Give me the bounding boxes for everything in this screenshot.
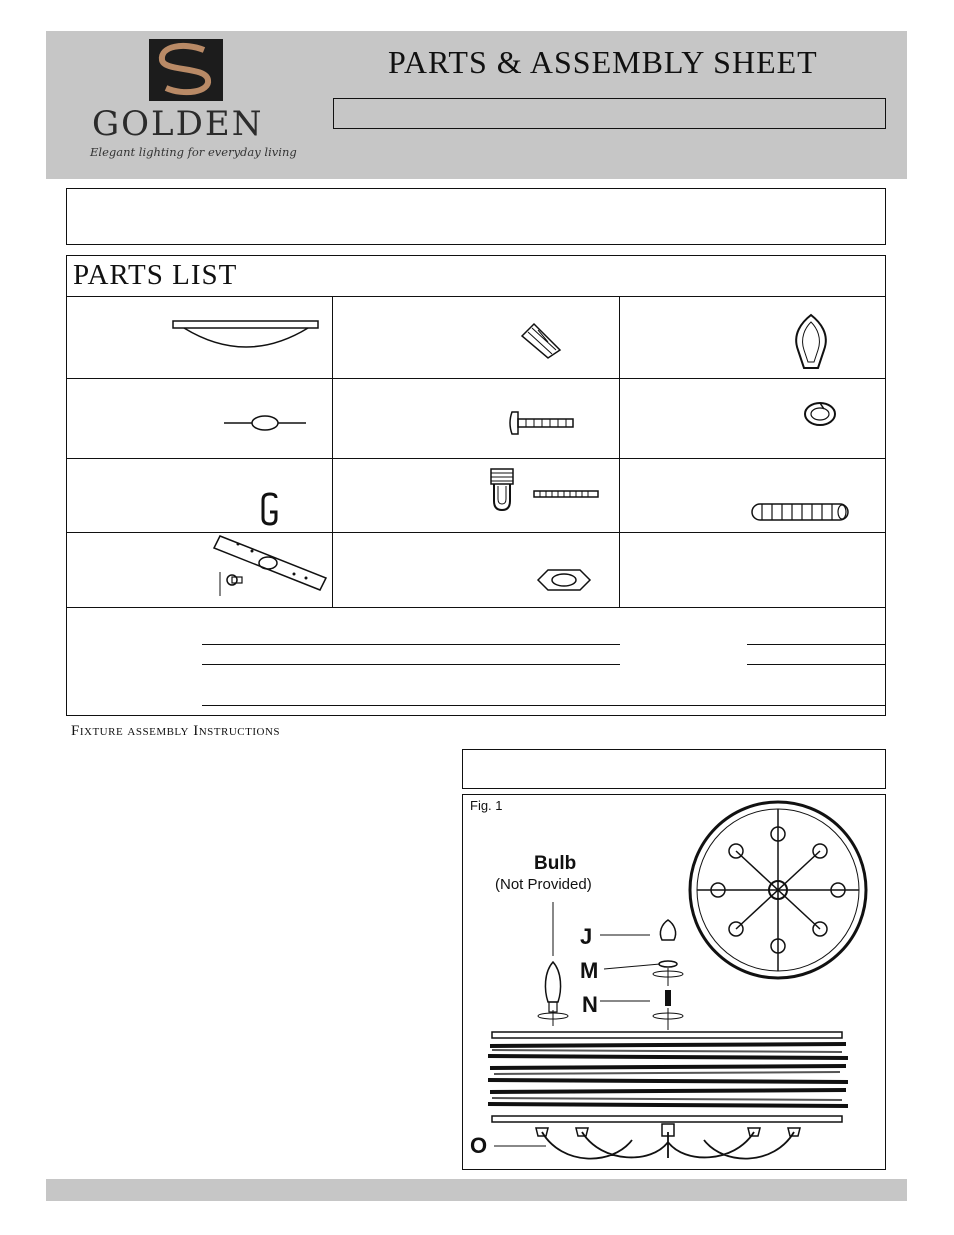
- parts-col-divider: [332, 296, 333, 608]
- chain-loop-icon: [222, 412, 308, 434]
- parts-row-divider: [66, 607, 886, 608]
- parts-list-heading: PARTS LIST: [73, 259, 238, 291]
- logo-wordmark: GOLDEN: [92, 104, 264, 144]
- figure-label: Fig. 1: [470, 798, 503, 813]
- wire-nut-icon: [518, 320, 564, 360]
- blank-line: [202, 644, 620, 645]
- callout-n: N: [582, 992, 598, 1017]
- candle-bulb-icon: [538, 962, 568, 1026]
- bobeche-cup-icon: [788, 312, 834, 374]
- parts-row-divider: [66, 296, 886, 297]
- bulb-label: Bulb: [534, 853, 577, 874]
- fixture-top-view: [690, 802, 866, 978]
- socket-stack-icon: [653, 920, 683, 1030]
- lock-washer-icon: [802, 400, 838, 428]
- callout-o: O: [470, 1133, 488, 1158]
- m-leader: [604, 964, 660, 969]
- s-hook-icon: [258, 492, 282, 526]
- logo-tagline: Elegant lighting for everyday living: [90, 145, 297, 159]
- footer-band: [46, 1179, 907, 1201]
- blank-line: [202, 705, 886, 706]
- threaded-pipe-icon: [748, 500, 854, 524]
- parts-row-divider: [66, 458, 886, 459]
- crossbar-icon: [212, 532, 332, 598]
- parts-row-divider: [66, 378, 886, 379]
- callout-m: M: [580, 958, 599, 983]
- info-box: [66, 188, 886, 245]
- bulb-note: (Not Provided): [495, 876, 592, 893]
- bowl-canopy-icon: [170, 318, 322, 354]
- document-title: PARTS & ASSEMBLY SHEET: [388, 44, 818, 80]
- blank-line: [202, 664, 620, 665]
- model-number-box: [333, 98, 886, 129]
- parts-row-divider: [66, 532, 886, 533]
- parts-col-divider: [619, 296, 620, 608]
- assembly-diagram: [462, 794, 886, 1170]
- callout-j: J: [580, 924, 593, 949]
- blank-line: [747, 644, 886, 645]
- loop-and-nipple-icon: [488, 467, 602, 515]
- blank-line: [747, 664, 886, 665]
- screw-icon: [508, 410, 576, 436]
- hex-nut-icon: [536, 568, 592, 592]
- chandelier-arms: [536, 1124, 800, 1159]
- figure-caption-box: [462, 749, 886, 789]
- assembly-instructions-heading: Fixture assembly Instructions: [71, 723, 281, 739]
- shade-side-view: [488, 1032, 848, 1122]
